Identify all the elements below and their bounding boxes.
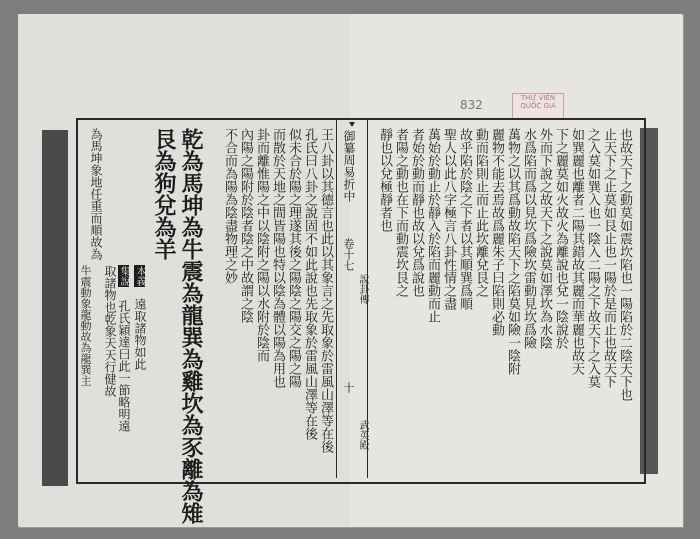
benyi-label: 本義 <box>134 266 145 286</box>
left-col-3: 似未合於陽之理遂其後之陽陰之陽交之陽之陽 <box>286 128 301 388</box>
jishuo-label: 集說 <box>118 266 129 286</box>
library-stamp: THƯ VIỆN QUỐC GIA <box>512 93 564 119</box>
note-b: 孔氏穎達曰此一節略明遠 <box>117 300 131 432</box>
left-margin-bar <box>42 130 68 486</box>
left-col-4: 而散於天地之間皆陽也特以陰為體以陽為用也 <box>270 128 285 388</box>
right-col-11: 故乎陷於陰之下者以其順巽爲順 <box>457 128 472 310</box>
right-col-2: 止天下之止莫如艮止也一陽於是而止也故天下 <box>601 128 616 388</box>
left-col-2: 孔氏曰八卦之說固不如此說也先取象於雷風山澤等在後 <box>302 128 317 440</box>
fishtail-mark <box>349 122 355 127</box>
right-col-13: 萬始於動止於靜入於陷而麗動而止 <box>425 128 440 323</box>
right-col-16: 靜也以兌極靜者也 <box>377 128 392 232</box>
right-col-4: 如巽麗也離者二陽其錯故其麗而華麗也故天 <box>569 128 584 375</box>
right-col-12: 聖人以此八字極言八卦性情之盡 <box>441 128 456 310</box>
fold-title: 御纂周易折中 <box>342 130 356 202</box>
right-col-7: 水爲陷而爲以見坎爲險坎雷動見坎爲險 <box>521 128 536 349</box>
note-e: 牛震動象龍動故為龍巽主 <box>79 265 92 386</box>
tag-jishuo <box>118 265 129 305</box>
note-a: 遠取諸物如此 <box>133 298 147 370</box>
left-col-6: 內陽之陽附於陰者陰之中故謂之陰 <box>238 128 253 323</box>
left-col-1: 王八卦以其德言也此以其象言之先取象於雷風山澤等在後 <box>318 128 333 453</box>
tag-benyi <box>134 265 145 295</box>
right-col-9: 麗物不能去焉故爲麗朱子曰陷則必動 <box>489 128 504 336</box>
right-col-14: 者始於動而靜也故以兌爲說也 <box>409 128 424 297</box>
fold-printer: 武英殿 <box>357 420 368 450</box>
pencil-number: 832 <box>460 98 483 112</box>
note-d: 為馬坤象地任重而順故為 <box>89 128 103 260</box>
left-col-7: 不合而為陽為陰盡物理之妙 <box>222 128 237 284</box>
right-col-5: 下之麗莫如火故火為離說也兌一陰說於 <box>553 128 568 349</box>
classic-line-2: 艮為狗兌為羊 <box>151 128 177 260</box>
note-c: 取諸物也乾象天天行健故 <box>103 265 117 397</box>
fold-chapter: 說卦傳 <box>357 274 368 304</box>
right-col-8: 萬物之以其爲動故陷天下之陷莫如險一陰附 <box>505 128 520 375</box>
right-col-10: 動而陷則止而止此坎離兌艮之 <box>473 128 488 297</box>
fold-volume: 卷十七 <box>342 238 355 271</box>
right-col-6: 外而下說之故天下之說莫如澤坎為水陰 <box>537 128 552 349</box>
classic-line-1: 乾為馬坤為牛震為龍巽為雞坎為豕離為雉 <box>178 128 204 524</box>
left-col-5: 卦而離惟陽之中以陰附之陽以水附於陰而 <box>254 128 269 362</box>
right-col-15: 者陽之動也在下而動震坎艮之 <box>393 128 408 297</box>
right-col-1: 也故天下之動莫如震坎陷也一陽陷於二陰天下也 <box>617 128 632 401</box>
right-col-3: 之入莫如巽入也一陰入二陽之下故天下之入莫 <box>585 128 600 388</box>
fold-page-number: 十 <box>342 382 355 393</box>
